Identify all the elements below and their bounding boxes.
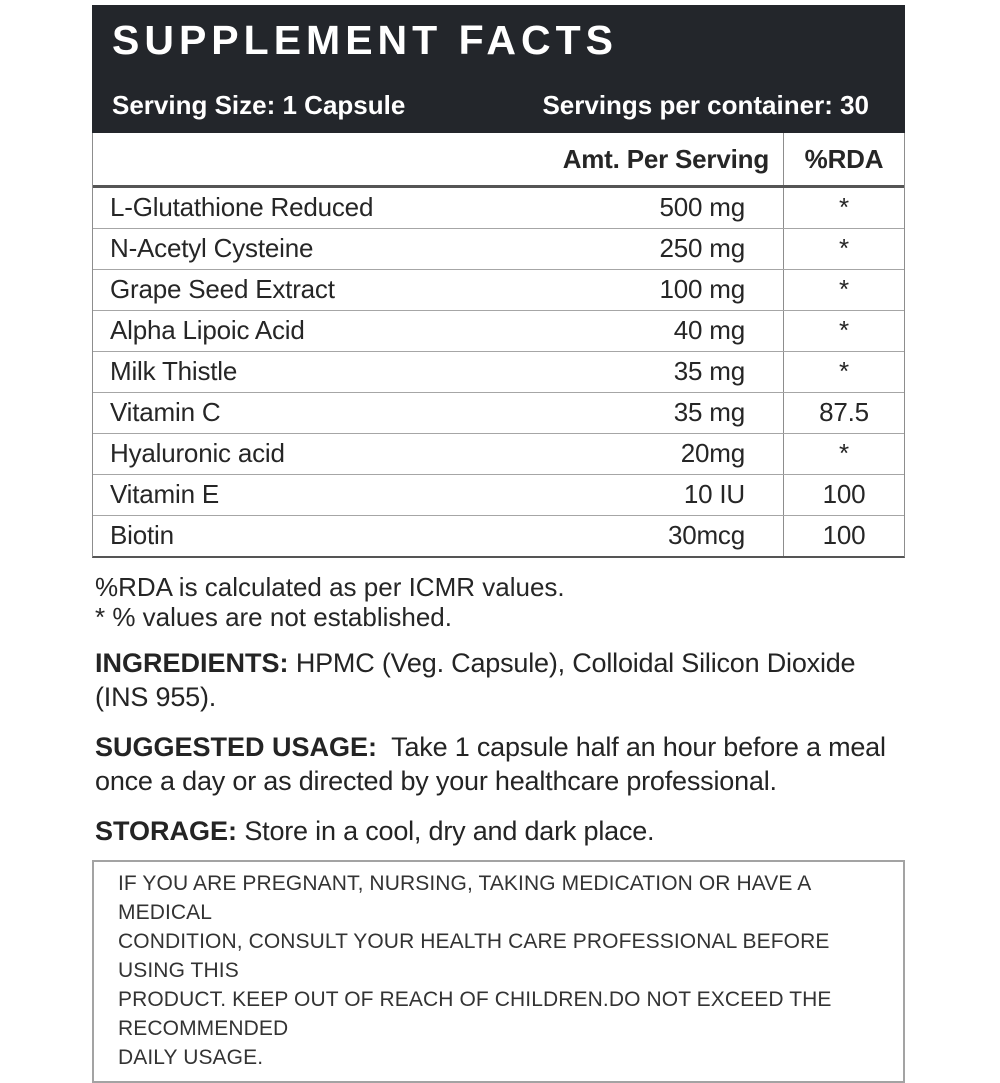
ingredient-amount: 250 mg — [659, 233, 745, 263]
storage-line — [95, 814, 905, 848]
table-row — [93, 310, 904, 351]
ingredient-name: Vitamin C — [110, 397, 221, 427]
ingredient-amount: 20mg — [680, 438, 745, 468]
usage-line2: once a day or as directed by your healthcare professional. — [95, 766, 777, 796]
header-name-cell — [93, 133, 533, 185]
ingredient-rda: 100 — [783, 516, 904, 556]
ingredient-amount: 40 mg — [673, 315, 745, 345]
footnote-rda: %RDA is calculated as per ICMR values. — [95, 572, 565, 602]
ingredients-label: INGREDIENTS: — [95, 648, 289, 678]
ingredient-rda: * — [783, 270, 904, 310]
table-row — [93, 433, 904, 474]
ingredient-name: Biotin — [110, 520, 174, 550]
ingredient-name: Alpha Lipoic Acid — [110, 315, 305, 345]
ingredient-rda: * — [783, 352, 904, 392]
warning-line: IF YOU ARE PREGNANT, NURSING, TAKING MEDICATION OR HAVE A MEDICAL — [118, 872, 811, 924]
ingredient-amount: 10 IU — [683, 479, 745, 509]
storage-label: STORAGE: — [95, 816, 238, 846]
ingredient-amount: 35 mg — [673, 397, 745, 427]
ingredients-line1 — [95, 646, 905, 680]
ingredients-section — [92, 646, 905, 714]
header-amount-cell: Amt. Per Serving — [562, 144, 769, 174]
table-row — [93, 188, 904, 228]
facts-table-header — [93, 133, 904, 188]
page-title: SUPPLEMENT FACTS — [112, 17, 618, 63]
storage-section — [92, 814, 905, 848]
facts-rows — [93, 188, 904, 556]
footnotes — [92, 572, 905, 632]
ingredient-name: N-Acetyl Cysteine — [110, 233, 314, 263]
footnote-asterisk: * % values are not established. — [95, 602, 452, 632]
ingredient-name: Vitamin E — [110, 479, 219, 509]
table-row — [93, 351, 904, 392]
ingredient-rda: * — [783, 434, 904, 474]
warning-line: DAILY USAGE. — [118, 1046, 264, 1069]
table-row — [93, 474, 904, 515]
usage-text: Take 1 capsule half an hour before a meal — [391, 732, 886, 762]
servings-per-container: Servings per container: 30 — [542, 90, 869, 120]
ingredient-amount: 100 mg — [659, 274, 745, 304]
table-row — [93, 269, 904, 310]
ingredient-amount: 35 mg — [673, 356, 745, 386]
warning-line: PRODUCT. KEEP OUT OF REACH OF CHILDREN.DO NOT EXCEED THE RECOMMENDED — [118, 988, 832, 1040]
ingredient-rda: 87.5 — [783, 393, 904, 433]
header-rda-cell: %RDA — [783, 133, 904, 185]
ingredient-name: L-Glutathione Reduced — [110, 192, 374, 222]
table-row — [93, 392, 904, 433]
table-row — [93, 515, 904, 556]
usage-label: SUGGESTED USAGE: — [95, 732, 378, 762]
table-row — [93, 228, 904, 269]
ingredient-amount: 500 mg — [659, 192, 745, 222]
ingredients-text: HPMC (Veg. Capsule), Colloidal Silicon Dioxide — [295, 648, 856, 678]
ingredient-rda: * — [783, 311, 904, 351]
ingredient-amount: 30mcg — [667, 520, 745, 550]
usage-line1 — [95, 730, 905, 764]
warning-box — [92, 860, 905, 1083]
storage-text: Store in a cool, dry and dark place. — [244, 816, 655, 846]
serving-size: Serving Size: 1 Capsule — [112, 90, 406, 120]
label-header — [92, 5, 905, 133]
ingredient-rda: * — [783, 229, 904, 269]
facts-table — [92, 133, 905, 558]
ingredient-name: Grape Seed Extract — [110, 274, 335, 304]
serving-row — [112, 90, 869, 121]
warning-line: CONDITION, CONSULT YOUR HEALTH CARE PROFESSIONAL BEFORE USING THIS — [118, 930, 830, 982]
suggested-usage-section — [92, 730, 905, 798]
ingredient-name: Milk Thistle — [110, 356, 238, 386]
ingredient-rda: * — [783, 188, 904, 228]
ingredient-rda: 100 — [783, 475, 904, 515]
ingredient-name: Hyaluronic acid — [110, 438, 285, 468]
ingredients-line2: (INS 955). — [95, 682, 217, 712]
supplement-label — [92, 5, 905, 1083]
